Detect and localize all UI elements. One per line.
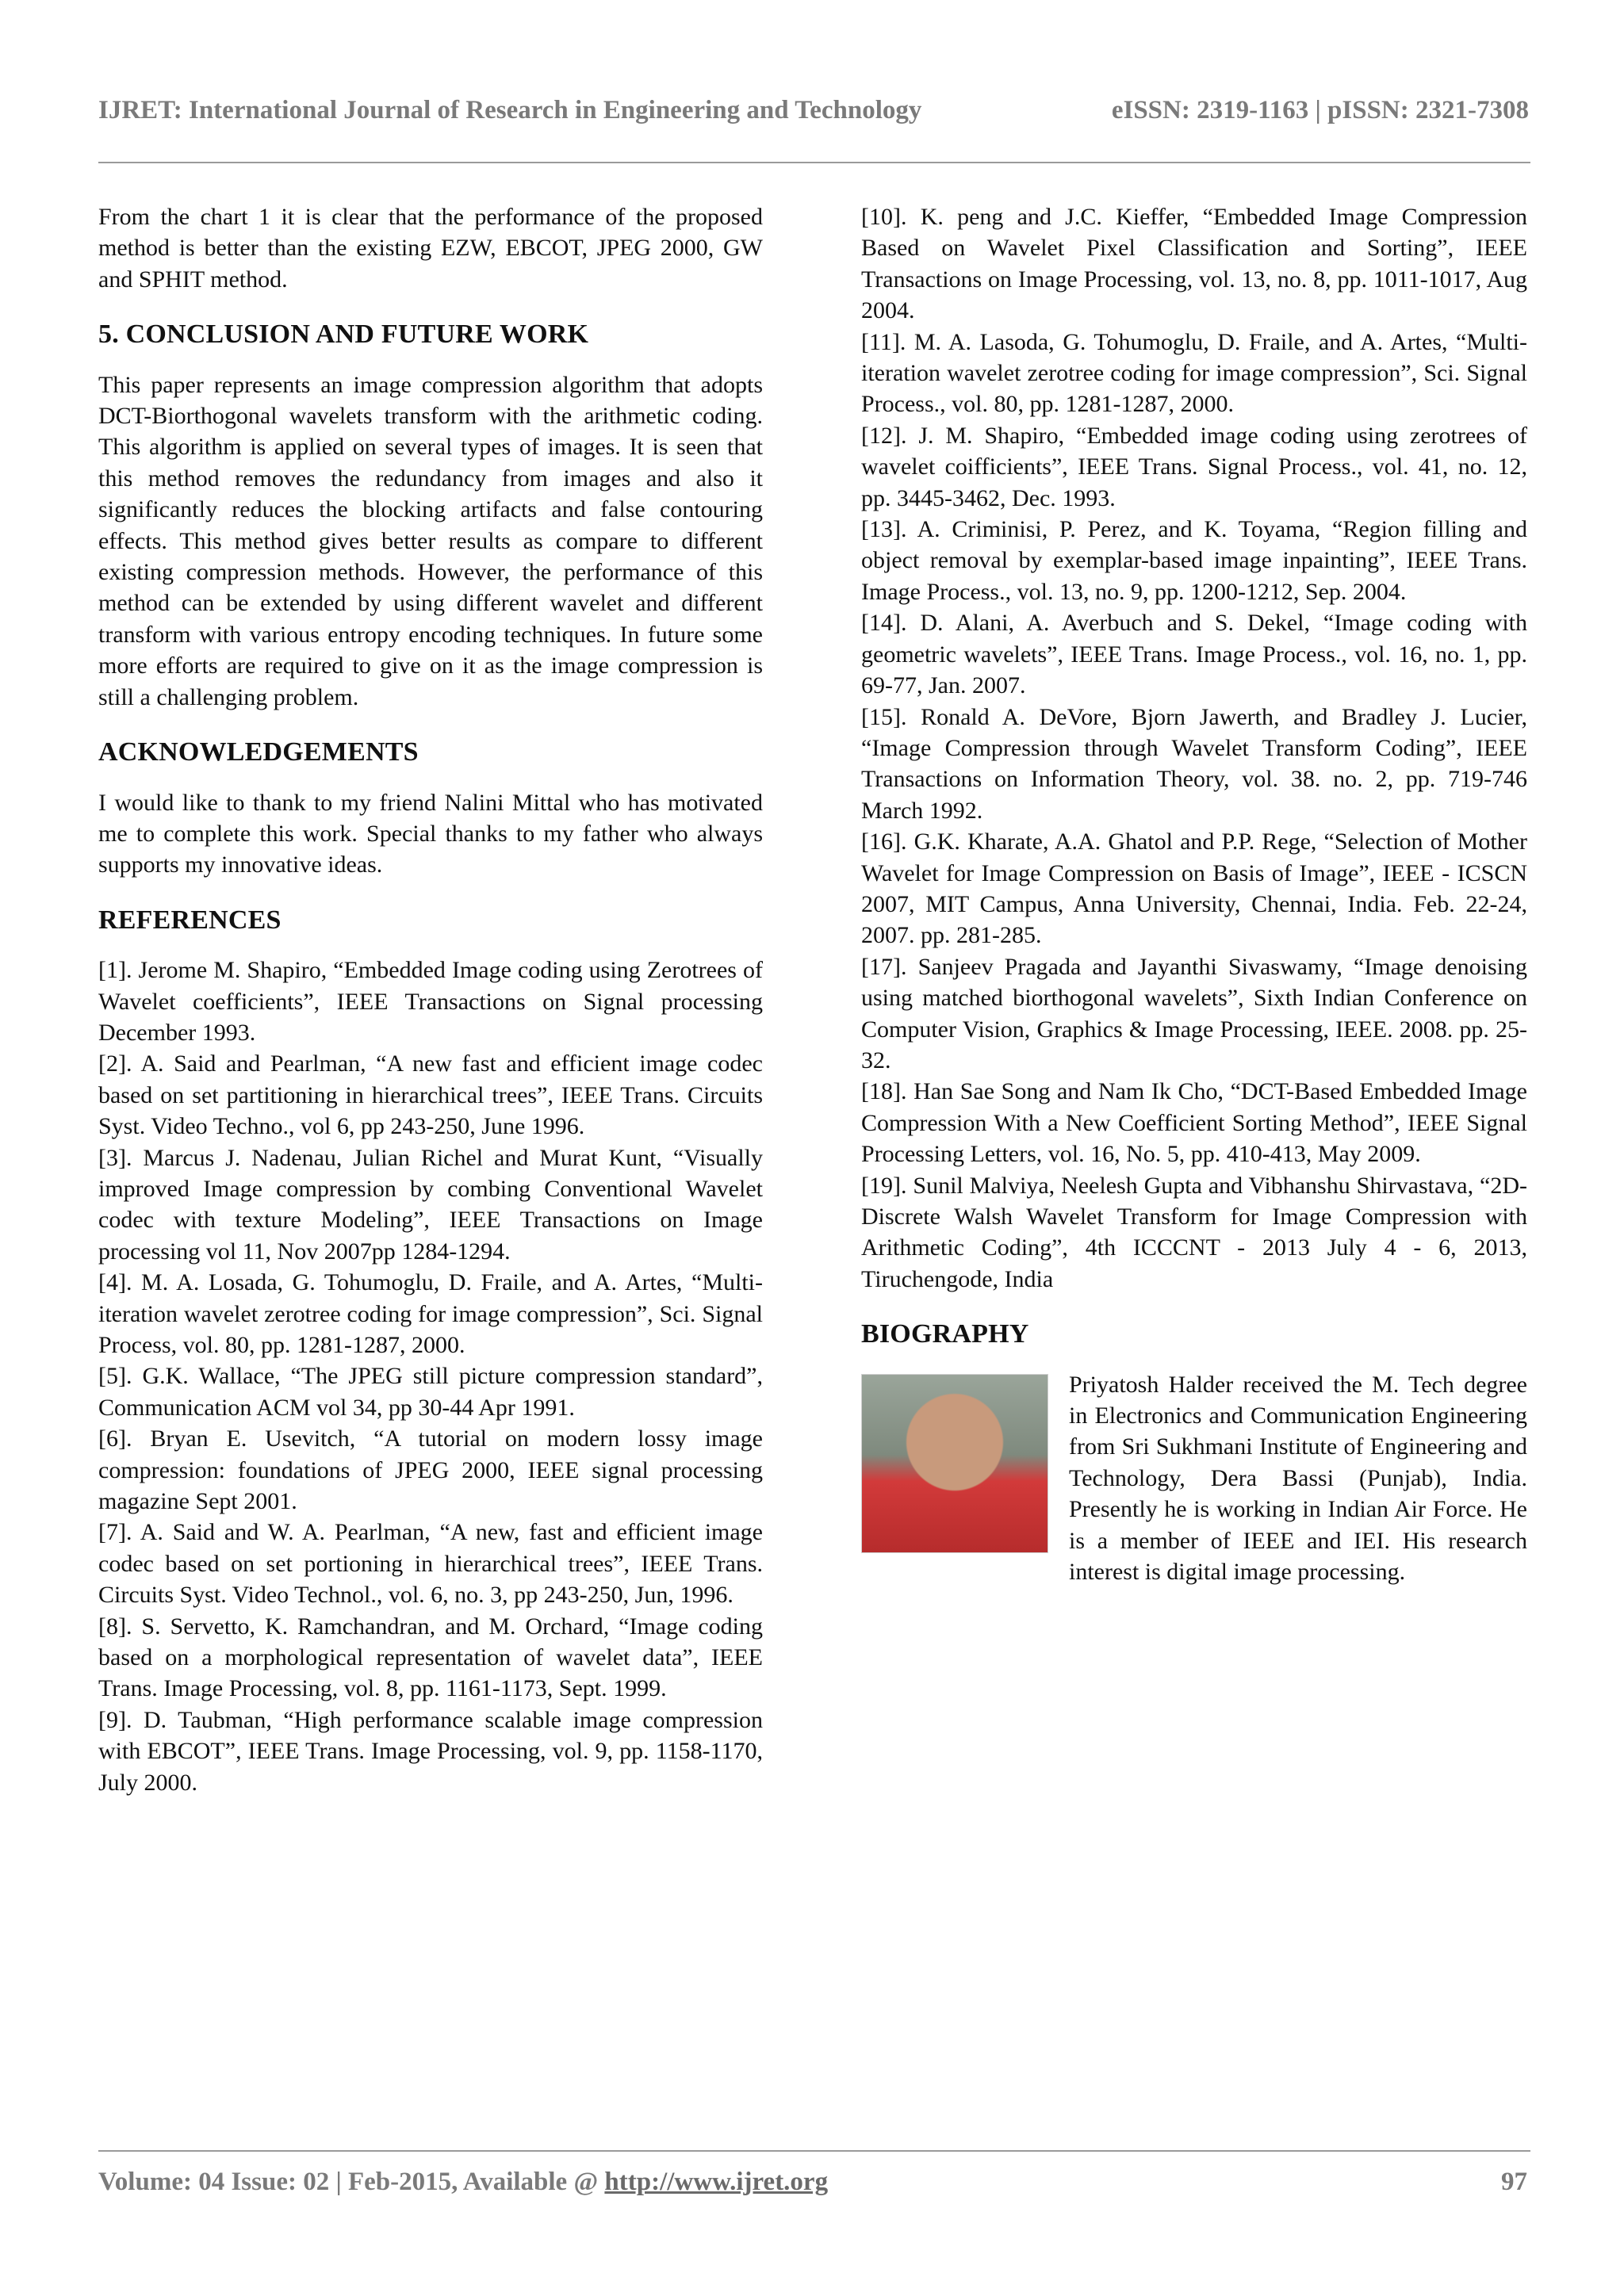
reference-item: [10]. K. peng and J.C. Kieffer, “Embedded Image Compression Based on Wavelet Pixel Classification and Sorting”, IEEE Transactions on Image Processing, vol. 13, no. 8, pp. 1011-1017, Aug 2004. bbox=[861, 204, 1527, 324]
page-footer bbox=[98, 2168, 1530, 2197]
acknowledgements-paragraph: I would like to thank to my friend Nalini Mittal who has motivated me to complete this work. Special thanks to my father who always supports my innovative ideas. bbox=[98, 789, 763, 878]
reference-item: [4]. M. A. Losada, G. Tohumoglu, D. Fraile, and A. Artes, “Multi-iteration wavelet zerotree coding for image compression”, Sci. Signal Process, vol. 80, pp. 1281-1287, 2000. bbox=[98, 1269, 763, 1358]
page-header bbox=[98, 96, 1529, 134]
reference-item: [2]. A. Said and Pearlman, “A new fast and efficient image codec based on set partitioning in hierarchical trees”, IEEE Trans. Circuits Syst. Video Techno., vol 6, pp 243-250, June 1996. bbox=[98, 1050, 763, 1140]
reference-item: [6]. Bryan E. Usevitch, “A tutorial on modern lossy image compression: foundations of JPEG 2000, IEEE signal processing magazine Sept 2001. bbox=[98, 1425, 763, 1515]
author-photo bbox=[861, 1374, 1048, 1553]
conclusion-heading: 5. CONCLUSION AND FUTURE WORK bbox=[98, 320, 589, 350]
biography-paragraph: Priyatosh Halder received the M. Tech degree in Electronics and Communication Engineering from Sri Sukhmani Institute of Engineering and Technology, Dera Bassi (Punjab), India. Presently he is working in Indian Air Force. He is a member of IEEE and IEI. His research interest is digital image processing. bbox=[1069, 1371, 1527, 1586]
journal-title: IJRET: International Journal of Research in Engineering and Technology bbox=[98, 96, 922, 124]
reference-item: [1]. Jerome M. Shapiro, “Embedded Image coding using Zerotrees of Wavelet coefficients”, IEEE Transactions on Signal processing December 1993. bbox=[98, 957, 763, 1046]
reference-item: [13]. A. Criminisi, P. Perez, and K. Toyama, “Region filling and object removal by exemplar-based image inpainting”, IEEE Trans. Image Process., vol. 13, no. 9, pp. 1200-1212, Sep. 2004. bbox=[861, 516, 1527, 605]
reference-item: [15]. Ronald A. DeVore, Bjorn Jawerth, and Bradley J. Lucier, “Image Compression through Wavelet Transform Coding”, IEEE Transactions on Information Theory, vol. 38. no. 2, pp. 719-746 March 1992. bbox=[861, 703, 1527, 824]
journal-link[interactable]: http://www.ijret.org bbox=[604, 2168, 829, 2196]
reference-item: [17]. Sanjeev Pragada and Jayanthi Sivaswamy, “Image denoising using matched biorthogonal wavelets”, Sixth Indian Conference on Computer Vision, Graphics & Image Processing, IEEE. 2008. pp. 25-32. bbox=[861, 953, 1527, 1073]
reference-item: [16]. G.K. Kharate, A.A. Ghatol and P.P. Rege, “Selection of Mother Wavelet for Image Compression on Basis of Image”, IEEE - ICSCN 2007, MIT Campus, Anna University, Chennai, India. Feb. 22-24, 2007. pp. 281-285. bbox=[861, 828, 1527, 949]
conclusion-paragraph: This paper represents an image compression algorithm that adopts DCT-Biorthogonal wavelets transform with the arithmetic coding. This algorithm is applied on several types of images. It is seen that this method removes the redundancy from images and also it significantly reduces the blocking artifacts and false contouring effects. This method gives better results as compare to different existing compression methods. However, the performance of this method can be extended by using different wavelet and different transform with various entropy encoding techniques. In future some more efforts are required to give on it as the image compression is still a challenging problem. bbox=[98, 371, 763, 710]
page-number: 97 bbox=[1501, 2168, 1527, 2196]
header-rule bbox=[98, 162, 1530, 163]
reference-item: [14]. D. Alani, A. Averbuch and S. Dekel, “Image coding with geometric wavelets”, IEEE Trans. Image Process., vol. 16, no. 1, pp. 69-77, Jan. 2007. bbox=[861, 610, 1527, 699]
references-heading: REFERENCES bbox=[98, 905, 282, 935]
reference-item: [8]. S. Servetto, K. Ramchandran, and M. Orchard, “Image coding based on a morphological representation of wavelet data”, IEEE Trans. Image Processing, vol. 8, pp. 1161-1173, Sept. 1999. bbox=[98, 1613, 763, 1702]
reference-item: [3]. Marcus J. Nadenau, Julian Richel and Murat Kunt, “Visually improved Image compression by combing Conventional Wavelet codec with texture Modeling”, IEEE Transactions on Image processing vol 11, Nov 2007pp 1284-1294. bbox=[98, 1144, 763, 1265]
left-column bbox=[98, 201, 763, 1798]
reference-item: [11]. M. A. Lasoda, G. Tohumoglu, D. Fraile, and A. Artes, “Multi-iteration wavelet zerotree coding for image compression”, Sci. Signal Process., vol. 80, pp. 1281-1287, 2000. bbox=[861, 328, 1527, 418]
reference-item: [9]. D. Taubman, “High performance scalable image compression with EBCOT”, IEEE Trans. Image Processing, vol. 9, pp. 1158-1170, July 2000. bbox=[98, 1706, 763, 1796]
acknowledgements-heading: ACKNOWLEDGEMENTS bbox=[98, 737, 419, 767]
issn-info: eISSN: 2319-1163 | pISSN: 2321-7308 bbox=[1111, 96, 1529, 124]
footer-rule bbox=[98, 2150, 1530, 2152]
reference-item: [7]. A. Said and W. A. Pearlman, “A new, fast and efficient image codec based on set portioning in hierarchical trees”, IEEE Trans. Circuits Syst. Video Technol., vol. 6, no. 3, pp 243-250, Jun, 1996. bbox=[98, 1519, 763, 1609]
biography-section bbox=[861, 1369, 1527, 1588]
reference-item: [12]. J. M. Shapiro, “Embedded image coding using zerotrees of wavelet coifficients”, IEEE Trans. Signal Process., vol. 41, no. 12, pp. 3445-3462, Dec. 1993. bbox=[861, 422, 1527, 511]
reference-item: [18]. Han Sae Song and Nam Ik Cho, “DCT-Based Embedded Image Compression With a New Coefficient Sorting Method”, IEEE Signal Processing Letters, vol. 16, No. 5, pp. 410-413, May 2009. bbox=[861, 1078, 1527, 1168]
reference-item: [5]. G.K. Wallace, “The JPEG still picture compression standard”, Communication ACM vol 34, pp 30-44 Apr 1991. bbox=[98, 1363, 763, 1421]
right-column bbox=[861, 201, 1527, 1587]
volume-info: Volume: 04 Issue: 02 | Feb-2015, Available @ bbox=[98, 2168, 605, 2196]
intro-paragraph: From the chart 1 it is clear that the performance of the proposed method is better than the existing EZW, EBCOT, JPEG 2000, GW and SPHIT method. bbox=[98, 204, 763, 293]
biography-heading: BIOGRAPHY bbox=[861, 1319, 1029, 1349]
reference-item: [19]. Sunil Malviya, Neelesh Gupta and Vibhanshu Shirvastava, “2D-Discrete Walsh Wavelet Transform for Image Compression with Arithmetic Coding”, 4th ICCCNT - 2013 July 4 - 6, 2013, Tiruchengode, India bbox=[861, 1172, 1527, 1292]
